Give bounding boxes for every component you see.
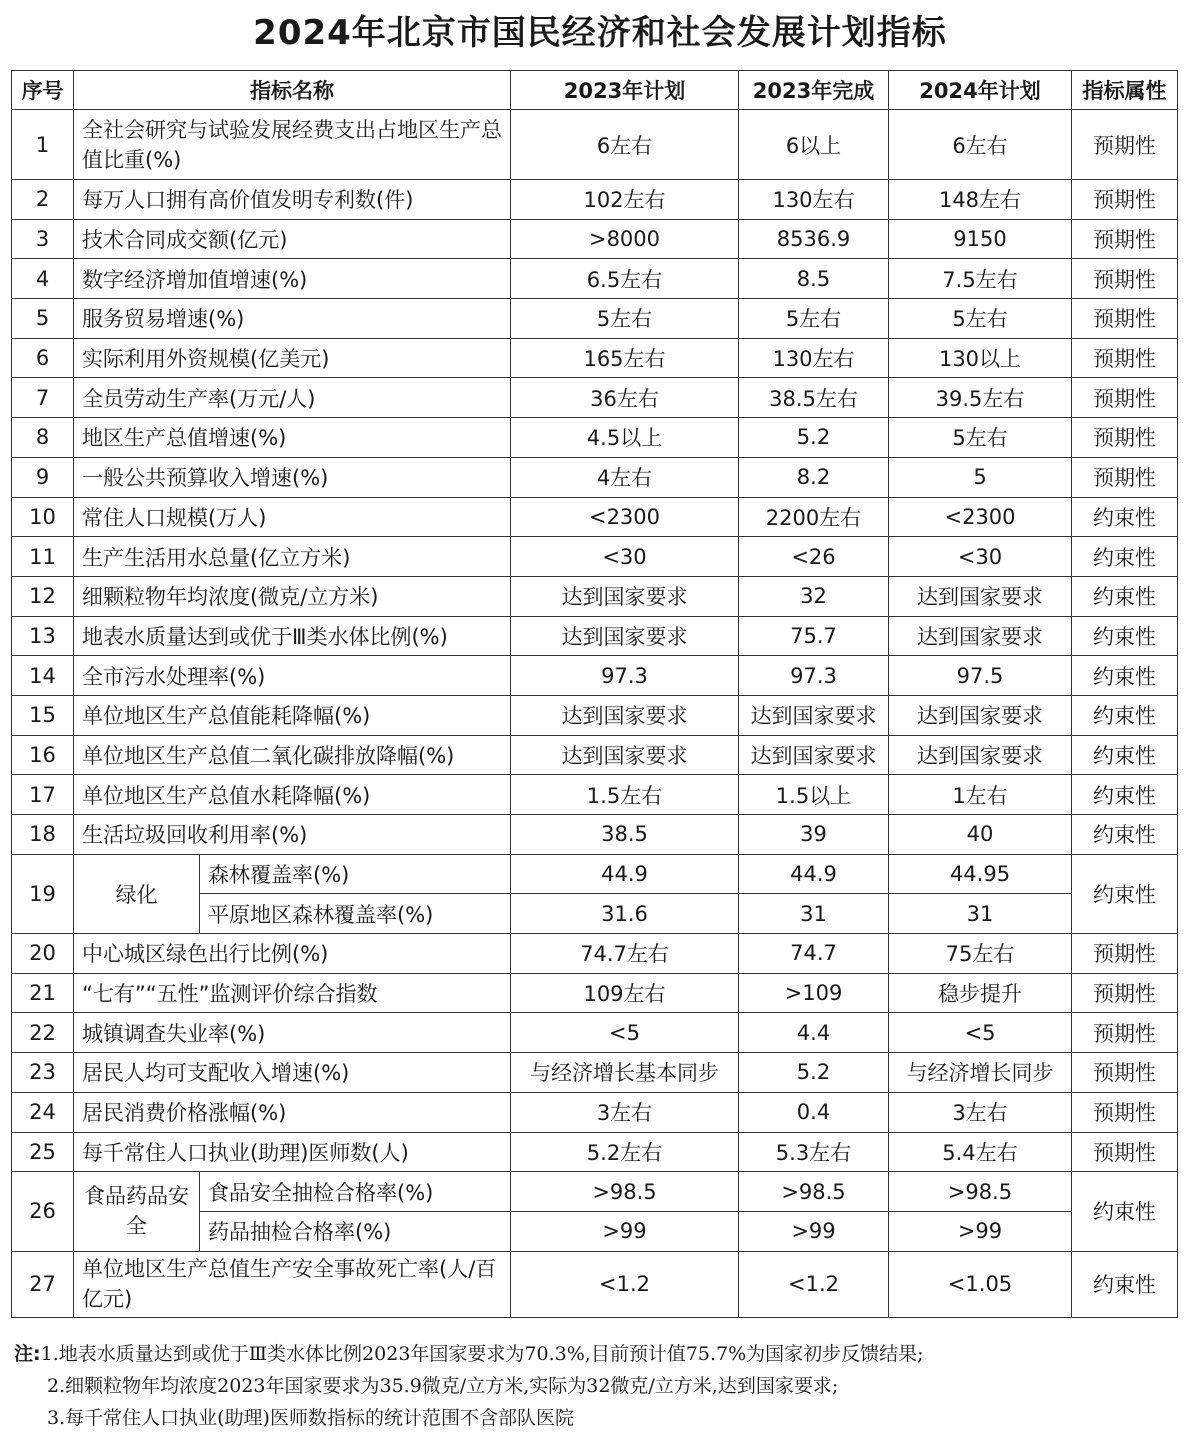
plan-2023-value: 5左右: [511, 299, 739, 339]
indicator-name: 药品抽检合格率(%): [200, 1211, 511, 1251]
plan-2023-value: <2300: [511, 497, 739, 537]
row-number: 2: [12, 180, 74, 220]
plan-2023-value: 165左右: [511, 338, 739, 378]
table-row: [12, 457, 1178, 497]
indicator-table: [11, 70, 1178, 1318]
plan-2023-value: 74.7左右: [511, 934, 739, 974]
indicator-attribute: 约束性: [1072, 735, 1178, 775]
indicator-attribute: 约束性: [1072, 537, 1178, 577]
indicator-group: 食品药品安全: [74, 1172, 200, 1251]
plan-2024-value: 7.5左右: [889, 259, 1072, 299]
plan-2023-value: 5.2左右: [511, 1132, 739, 1172]
table-row: [12, 1053, 1178, 1093]
header-plan-2024: 2024年计划: [889, 71, 1072, 110]
done-2023-value: 44.9: [739, 854, 889, 894]
table-row: [12, 418, 1178, 458]
table-row: [12, 378, 1178, 418]
header-name: 指标名称: [74, 71, 511, 110]
plan-2023-value: 6左右: [511, 110, 739, 180]
indicator-name: 常住人口规模(万人): [74, 497, 511, 537]
indicator-name: 单位地区生产总值二氧化碳排放降幅(%): [74, 735, 511, 775]
header-attr: 指标属性: [1072, 71, 1178, 110]
row-number: 1: [12, 110, 74, 180]
plan-2024-value: 5: [889, 457, 1072, 497]
plan-2023-value: 38.5: [511, 815, 739, 855]
row-number: 20: [12, 934, 74, 974]
done-2023-value: >99: [739, 1211, 889, 1251]
plan-2023-value: 达到国家要求: [511, 735, 739, 775]
plan-2024-value: 5左右: [889, 299, 1072, 339]
indicator-name: 单位地区生产总值生产安全事故死亡率(人/百亿元): [74, 1251, 511, 1317]
done-2023-value: 2200左右: [739, 497, 889, 537]
indicator-attribute: 预期性: [1072, 1092, 1178, 1132]
done-2023-value: <1.2: [739, 1251, 889, 1317]
plan-2024-value: 稳步提升: [889, 973, 1072, 1013]
table-row: [12, 973, 1178, 1013]
indicator-name: 服务贸易增速(%): [74, 299, 511, 339]
done-2023-value: 75.7: [739, 616, 889, 656]
row-number: 19: [12, 854, 74, 933]
plan-2024-value: 148左右: [889, 180, 1072, 220]
indicator-attribute: 预期性: [1072, 219, 1178, 259]
row-number: 27: [12, 1251, 74, 1317]
indicator-name: 每万人口拥有高价值发明专利数(件): [74, 180, 511, 220]
plan-2023-value: 4.5以上: [511, 418, 739, 458]
plan-2024-value: 40: [889, 815, 1072, 855]
indicator-name: 单位地区生产总值能耗降幅(%): [74, 695, 511, 735]
plan-2024-value: 9150: [889, 219, 1072, 259]
indicator-name: 城镇调查失业率(%): [74, 1013, 511, 1053]
indicator-name: 全员劳动生产率(万元/人): [74, 378, 511, 418]
done-2023-value: 31: [739, 894, 889, 934]
plan-2023-value: 36左右: [511, 378, 739, 418]
indicator-name: 平原地区森林覆盖率(%): [200, 894, 511, 934]
plan-2024-value: 130以上: [889, 338, 1072, 378]
row-number: 22: [12, 1013, 74, 1053]
indicator-attribute: 约束性: [1072, 854, 1178, 933]
table-row: [12, 775, 1178, 815]
plan-2024-value: 44.95: [889, 854, 1072, 894]
table-row: [12, 576, 1178, 616]
plan-2024-value: <5: [889, 1013, 1072, 1053]
plan-2023-value: 102左右: [511, 180, 739, 220]
done-2023-value: 32: [739, 576, 889, 616]
done-2023-value: 74.7: [739, 934, 889, 974]
plan-2023-value: <1.2: [511, 1251, 739, 1317]
indicator-attribute: 预期性: [1072, 1013, 1178, 1053]
plan-2024-value: 与经济增长同步: [889, 1053, 1072, 1093]
plan-2024-value: <1.05: [889, 1251, 1072, 1317]
indicator-attribute: 约束性: [1072, 775, 1178, 815]
plan-2024-value: 97.5: [889, 656, 1072, 696]
plan-2023-value: 1.5左右: [511, 775, 739, 815]
plan-2023-value: <30: [511, 537, 739, 577]
indicator-attribute: 预期性: [1072, 299, 1178, 339]
indicator-name: 居民人均可支配收入增速(%): [74, 1053, 511, 1093]
plan-2023-value: >8000: [511, 219, 739, 259]
row-number: 25: [12, 1132, 74, 1172]
done-2023-value: 130左右: [739, 338, 889, 378]
done-2023-value: >98.5: [739, 1172, 889, 1212]
row-number: 4: [12, 259, 74, 299]
plan-2023-value: 与经济增长基本同步: [511, 1053, 739, 1093]
done-2023-value: 5.2: [739, 1053, 889, 1093]
indicator-name: 技术合同成交额(亿元): [74, 219, 511, 259]
footnote-1: 注:1.地表水质量达到或优于Ⅲ类水体比例2023年国家要求为70.3%,目前预计值75.7%为国家初步反馈结果;: [14, 1343, 924, 1365]
plan-2024-value: <30: [889, 537, 1072, 577]
indicator-attribute: 预期性: [1072, 457, 1178, 497]
row-number: 16: [12, 735, 74, 775]
row-number: 24: [12, 1092, 74, 1132]
indicator-attribute: 预期性: [1072, 1132, 1178, 1172]
table-row: [12, 497, 1178, 537]
plan-2023-value: 达到国家要求: [511, 616, 739, 656]
indicator-name: 生产生活用水总量(亿立方米): [74, 537, 511, 577]
plan-2024-value: 31: [889, 894, 1072, 934]
indicator-name: 实际利用外资规模(亿美元): [74, 338, 511, 378]
indicator-name: 一般公共预算收入增速(%): [74, 457, 511, 497]
plan-2024-value: 39.5左右: [889, 378, 1072, 418]
row-number: 23: [12, 1053, 74, 1093]
row-number: 13: [12, 616, 74, 656]
indicator-attribute: 预期性: [1072, 378, 1178, 418]
indicator-attribute: 约束性: [1072, 815, 1178, 855]
plan-2024-value: >99: [889, 1211, 1072, 1251]
table-row: [12, 110, 1178, 180]
row-number: 8: [12, 418, 74, 458]
table-row: [12, 934, 1178, 974]
plan-2024-value: 达到国家要求: [889, 616, 1072, 656]
row-number: 7: [12, 378, 74, 418]
indicator-attribute: 预期性: [1072, 259, 1178, 299]
done-2023-value: 8536.9: [739, 219, 889, 259]
done-2023-value: 5.3左右: [739, 1132, 889, 1172]
indicator-name: 全社会研究与试验发展经费支出占地区生产总值比重(%): [74, 110, 511, 180]
table-row: [12, 299, 1178, 339]
table-row: [12, 338, 1178, 378]
row-number: 17: [12, 775, 74, 815]
table-row: [12, 854, 1178, 894]
plan-2023-value: 109左右: [511, 973, 739, 1013]
footnote-2: 2.细颗粒物年均浓度2023年国家要求为35.9微克/立方米,实际为32微克/立方米,达到国家要求;: [47, 1375, 839, 1397]
row-number: 6: [12, 338, 74, 378]
plan-2024-value: 75左右: [889, 934, 1072, 974]
indicator-attribute: 约束性: [1072, 1172, 1178, 1251]
plan-2024-value: <2300: [889, 497, 1072, 537]
table-header-row: [12, 71, 1178, 110]
plan-2023-value: 达到国家要求: [511, 576, 739, 616]
indicator-attribute: 约束性: [1072, 1251, 1178, 1317]
header-done-2023: 2023年完成: [739, 71, 889, 110]
table-row: [12, 1092, 1178, 1132]
indicator-name: 地表水质量达到或优于Ⅲ类水体比例(%): [74, 616, 511, 656]
row-number: 14: [12, 656, 74, 696]
table-row: [12, 1251, 1178, 1317]
indicator-name: “七有”“五性”监测评价综合指数: [74, 973, 511, 1013]
done-2023-value: <26: [739, 537, 889, 577]
done-2023-value: 达到国家要求: [739, 695, 889, 735]
done-2023-value: 97.3: [739, 656, 889, 696]
row-number: 3: [12, 219, 74, 259]
plan-2023-value: >98.5: [511, 1172, 739, 1212]
done-2023-value: 1.5以上: [739, 775, 889, 815]
indicator-attribute: 预期性: [1072, 180, 1178, 220]
table-row: [12, 219, 1178, 259]
indicator-name: 地区生产总值增速(%): [74, 418, 511, 458]
indicator-attribute: 约束性: [1072, 695, 1178, 735]
table-row: [12, 537, 1178, 577]
done-2023-value: 达到国家要求: [739, 735, 889, 775]
row-number: 12: [12, 576, 74, 616]
plan-2024-value: 3左右: [889, 1092, 1072, 1132]
plan-2023-value: 97.3: [511, 656, 739, 696]
table-row: [12, 695, 1178, 735]
indicator-name: 每千常住人口执业(助理)医师数(人): [74, 1132, 511, 1172]
done-2023-value: 8.2: [739, 457, 889, 497]
plan-2023-value: 3左右: [511, 1092, 739, 1132]
plan-2023-value: 31.6: [511, 894, 739, 934]
indicator-attribute: 预期性: [1072, 1053, 1178, 1093]
table-row: [12, 180, 1178, 220]
plan-2024-value: 达到国家要求: [889, 695, 1072, 735]
indicator-attribute: 约束性: [1072, 497, 1178, 537]
indicator-name: 中心城区绿色出行比例(%): [74, 934, 511, 974]
indicator-name: 数字经济增加值增速(%): [74, 259, 511, 299]
done-2023-value: >109: [739, 973, 889, 1013]
row-number: 9: [12, 457, 74, 497]
row-number: 11: [12, 537, 74, 577]
plan-2023-value: 达到国家要求: [511, 695, 739, 735]
row-number: 15: [12, 695, 74, 735]
indicator-attribute: 预期性: [1072, 973, 1178, 1013]
plan-2024-value: >98.5: [889, 1172, 1072, 1212]
indicator-name: 居民消费价格涨幅(%): [74, 1092, 511, 1132]
plan-2024-value: 1左右: [889, 775, 1072, 815]
plan-2023-value: <5: [511, 1013, 739, 1053]
table-row: [12, 1132, 1178, 1172]
plan-2023-value: >99: [511, 1211, 739, 1251]
plan-2023-value: 6.5左右: [511, 259, 739, 299]
indicator-name: 细颗粒物年均浓度(微克/立方米): [74, 576, 511, 616]
plan-2024-value: 6左右: [889, 110, 1072, 180]
indicator-attribute: 约束性: [1072, 576, 1178, 616]
done-2023-value: 6以上: [739, 110, 889, 180]
footnote-3: 3.每千常住人口执业(助理)医师数指标的统计范围不含部队医院: [47, 1407, 574, 1429]
done-2023-value: 39: [739, 815, 889, 855]
done-2023-value: 5.2: [739, 418, 889, 458]
indicator-attribute: 约束性: [1072, 616, 1178, 656]
done-2023-value: 4.4: [739, 1013, 889, 1053]
table-row: [12, 259, 1178, 299]
table-row: [12, 735, 1178, 775]
table-row: [12, 1172, 1178, 1212]
indicator-name: 单位地区生产总值水耗降幅(%): [74, 775, 511, 815]
done-2023-value: 8.5: [739, 259, 889, 299]
indicator-attribute: 预期性: [1072, 934, 1178, 974]
plan-2024-value: 达到国家要求: [889, 735, 1072, 775]
row-number: 10: [12, 497, 74, 537]
page-title: 2024年北京市国民经济和社会发展计划指标: [253, 13, 947, 53]
plan-2023-value: 4左右: [511, 457, 739, 497]
done-2023-value: 0.4: [739, 1092, 889, 1132]
indicator-group: 绿化: [74, 854, 200, 933]
done-2023-value: 38.5左右: [739, 378, 889, 418]
footnotes: [14, 1338, 1184, 1434]
plan-2024-value: 5.4左右: [889, 1132, 1072, 1172]
indicator-name: 生活垃圾回收利用率(%): [74, 815, 511, 855]
table-row: [12, 815, 1178, 855]
indicator-name: 森林覆盖率(%): [200, 854, 511, 894]
indicator-attribute: 预期性: [1072, 418, 1178, 458]
plan-2024-value: 5左右: [889, 418, 1072, 458]
table-row: [12, 656, 1178, 696]
indicator-attribute: 预期性: [1072, 338, 1178, 378]
plan-2023-value: 44.9: [511, 854, 739, 894]
footnote-label: 注:: [14, 1343, 41, 1365]
done-2023-value: 130左右: [739, 180, 889, 220]
header-plan-2023: 2023年计划: [511, 71, 739, 110]
row-number: 18: [12, 815, 74, 855]
done-2023-value: 5左右: [739, 299, 889, 339]
table-row: [12, 616, 1178, 656]
row-number: 5: [12, 299, 74, 339]
indicator-name: 食品安全抽检合格率(%): [200, 1172, 511, 1212]
table-row: [12, 1013, 1178, 1053]
row-number: 21: [12, 973, 74, 1013]
indicator-attribute: 约束性: [1072, 656, 1178, 696]
header-no: 序号: [12, 71, 74, 110]
row-number: 26: [12, 1172, 74, 1251]
indicator-name: 全市污水处理率(%): [74, 656, 511, 696]
plan-2024-value: 达到国家要求: [889, 576, 1072, 616]
indicator-attribute: 预期性: [1072, 110, 1178, 180]
